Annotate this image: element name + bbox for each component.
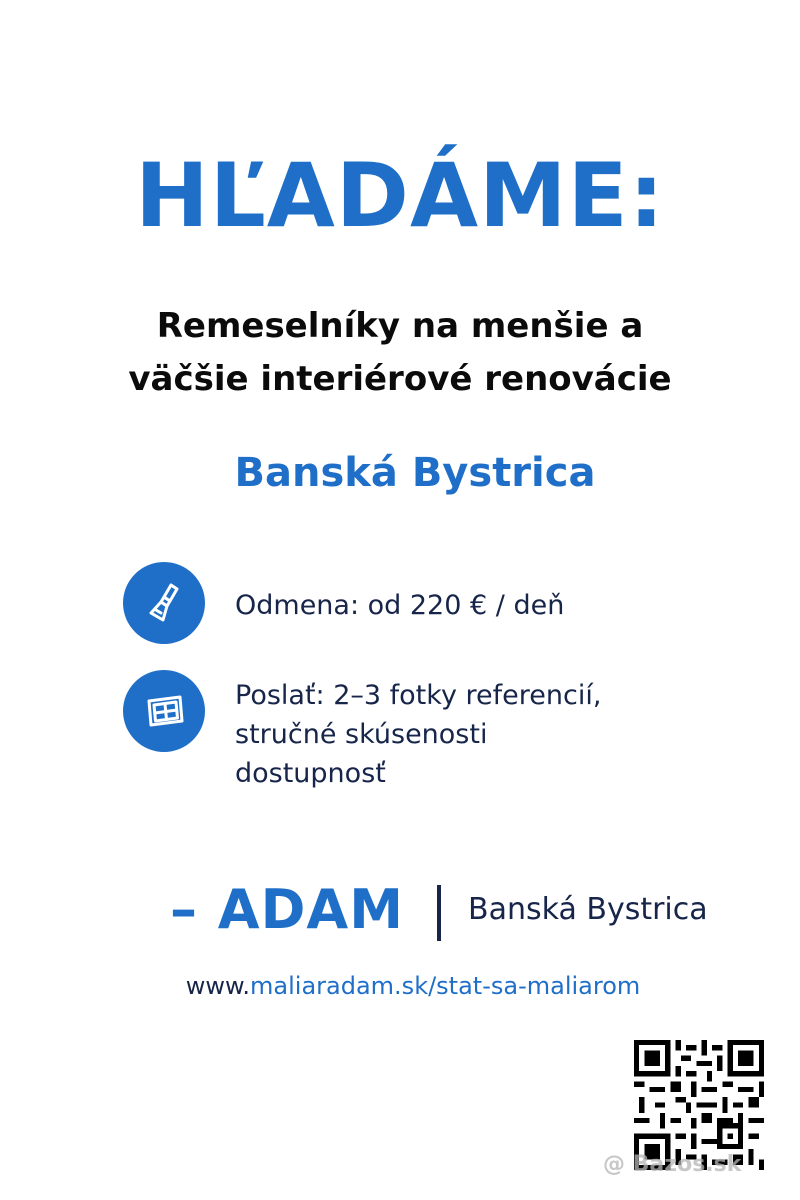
location-title: Banská Bystrica [234, 450, 596, 496]
feature-reward [235, 586, 564, 625]
signature-divider [437, 885, 441, 941]
feature-send-line-2: stručné skúsenosti [235, 719, 488, 751]
window-frame-icon [123, 670, 205, 752]
url-prefix: www. [185, 972, 251, 1000]
signature-city: Banská Bystrica [468, 892, 708, 927]
paint-brush-icon [123, 562, 205, 644]
qr-code[interactable] [634, 1040, 764, 1170]
feature-send [235, 676, 601, 793]
url-path: /stat-sa-maliarom [428, 972, 641, 1000]
watermark: @ Bazos.sk [603, 1152, 742, 1177]
feature-send-line-3: dostupnosť [235, 758, 386, 790]
signature-name: – ADAM [170, 878, 404, 941]
headline: HĽADÁME: [135, 144, 665, 247]
subheading-line-2: väčšie interiérové renovácie [128, 358, 672, 399]
website-link[interactable] [0, 972, 800, 1000]
subheading [0, 300, 800, 405]
subheading-line-1: Remeselníky na menšie a [156, 306, 644, 346]
url-domain: maliaradam.sk [250, 972, 429, 1000]
feature-reward-text: Odmena: od 220 € / deň [235, 590, 565, 621]
feature-send-line-1: Poslať: 2–3 fotky referencií, [235, 680, 602, 711]
